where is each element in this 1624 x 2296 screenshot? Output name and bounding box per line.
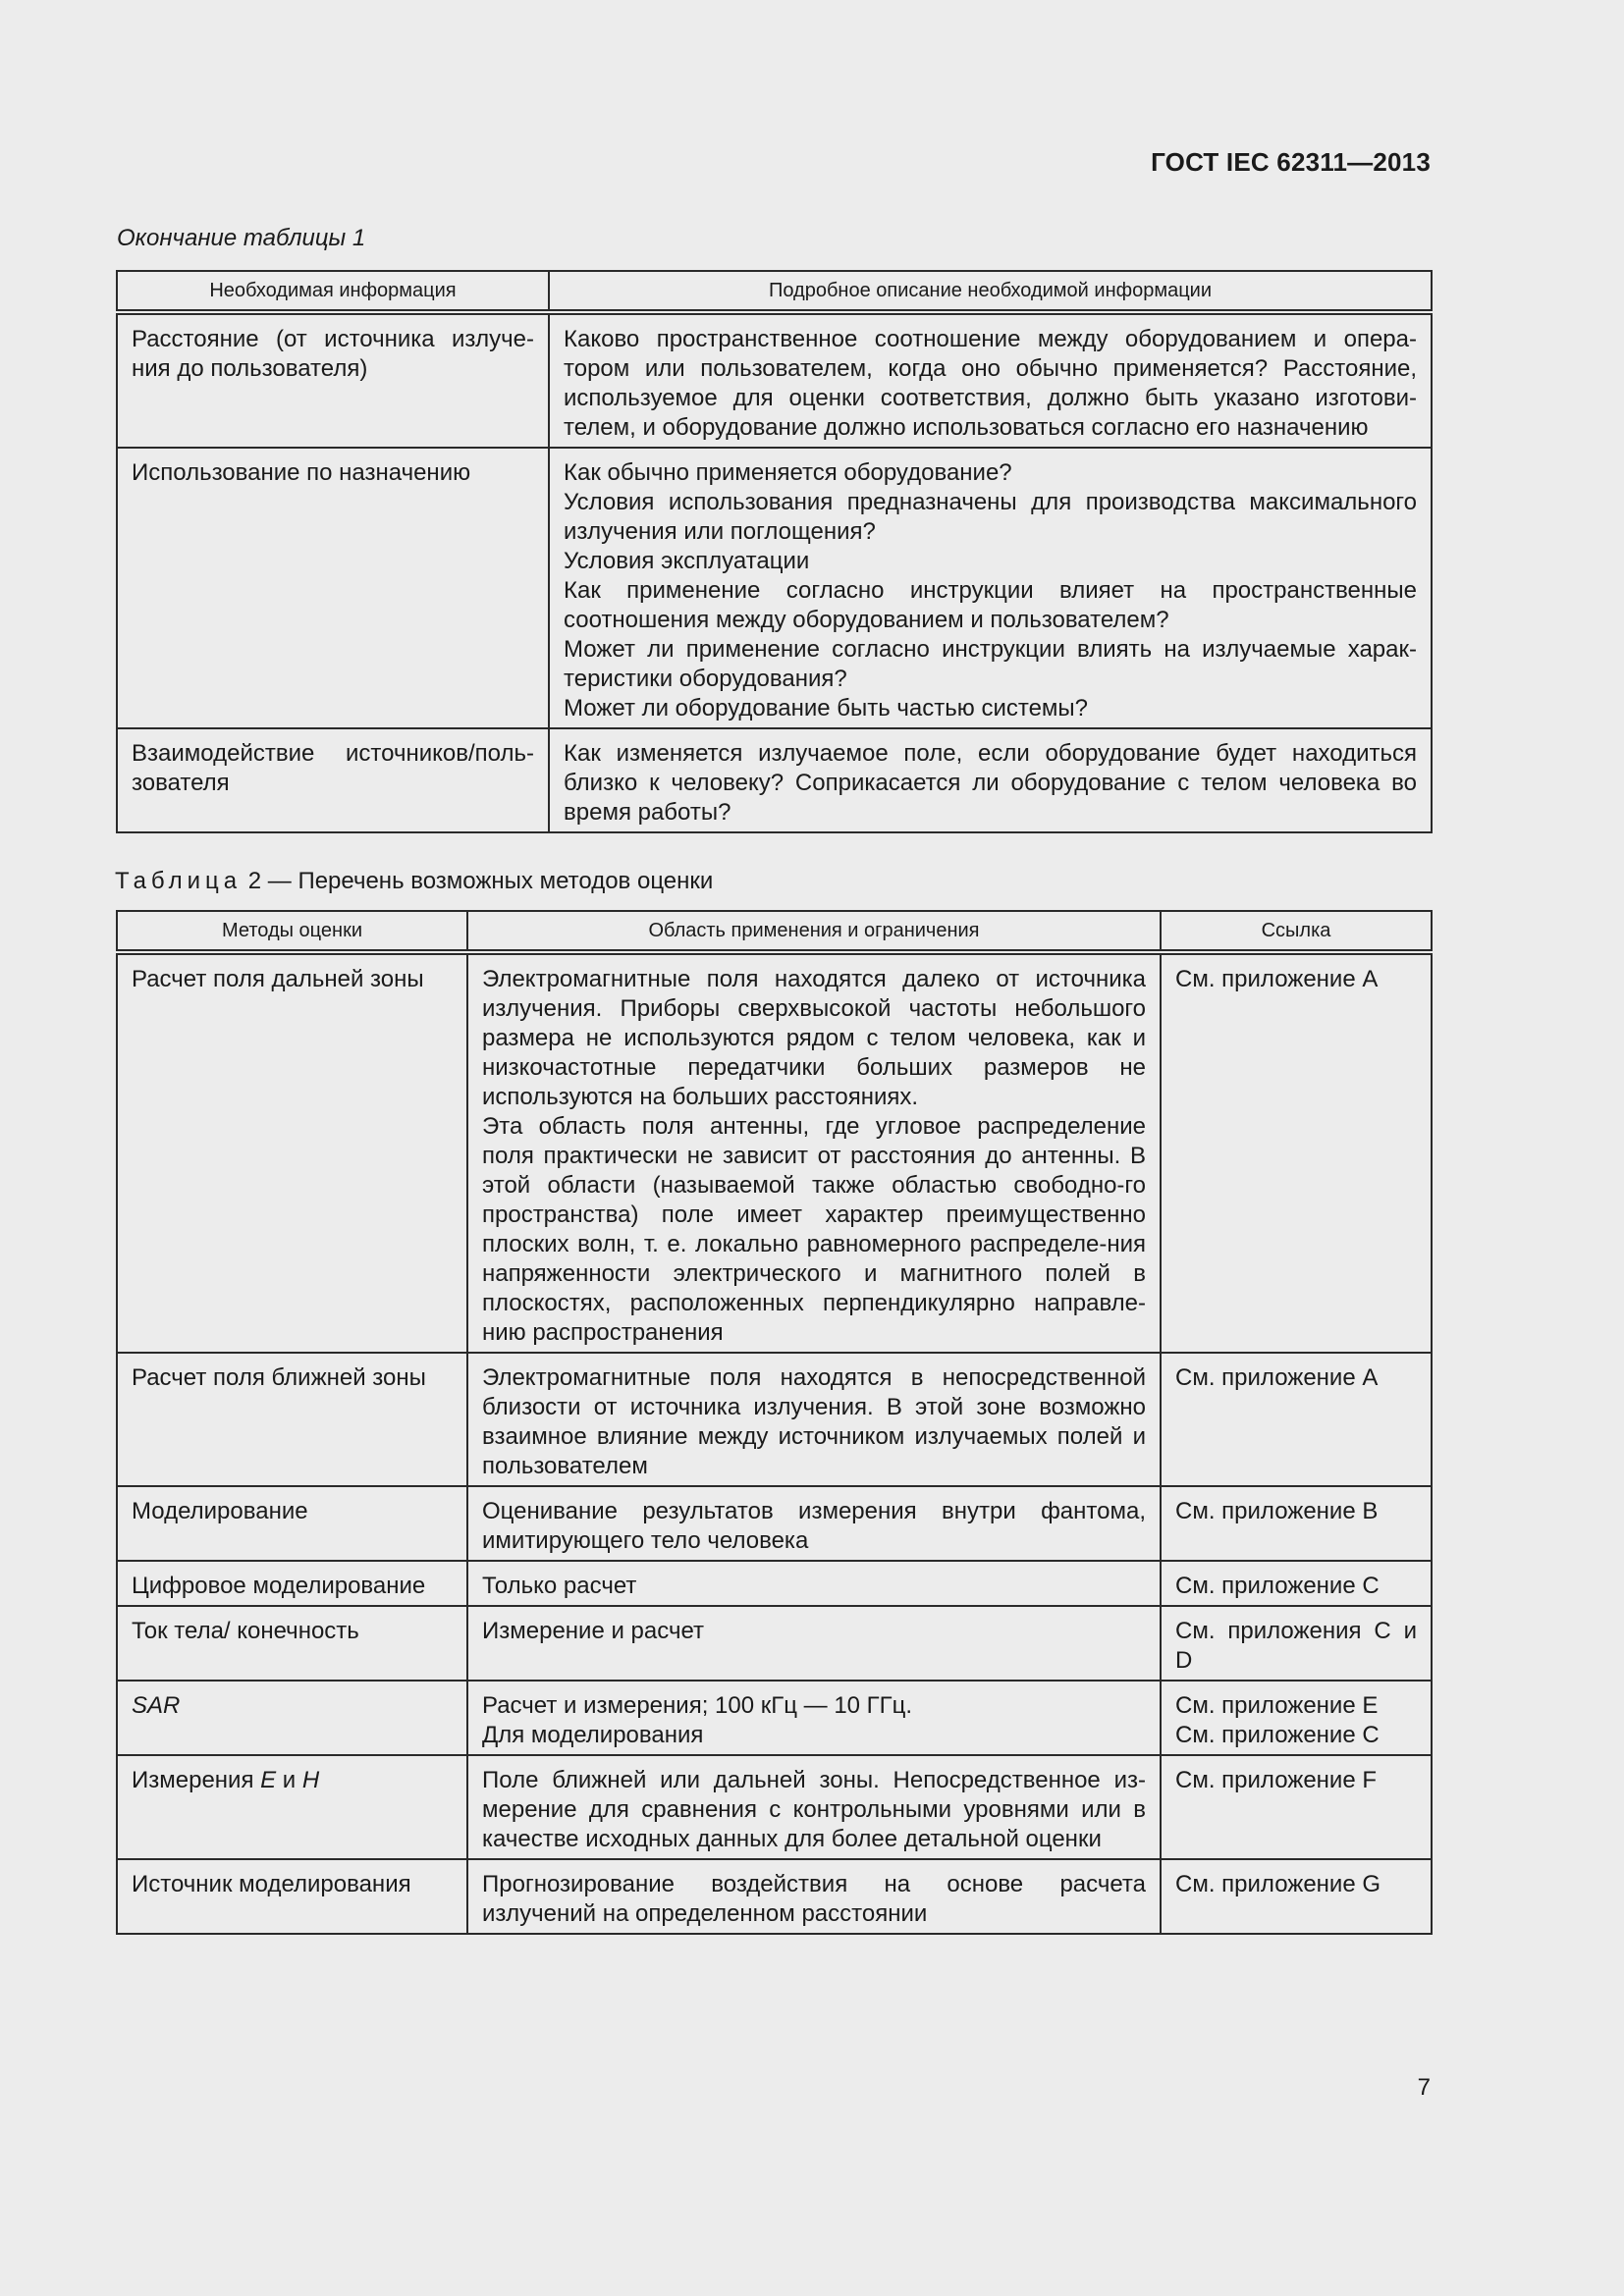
table2-cell-reference [1161,1681,1432,1755]
table-row [117,1859,1432,1934]
table2-cell-reference [1161,1486,1432,1561]
table2-cell-method: Источник моделирования [117,1859,467,1934]
table1-col-info: Необходимая информация [117,271,549,312]
method-symbol-e: E [260,1767,277,1793]
table-row [117,952,1432,1353]
table2-col-reference: Ссылка [1161,911,1432,952]
table2-cell-reference [1161,1859,1432,1934]
table2-caption-title: 2 — Перечень возможных методов оценки [242,868,714,894]
description-line: Может ли оборудование быть частью системы? [564,695,1089,721]
table2-cell-reference [1161,1606,1432,1681]
table1-cell-description [549,448,1432,728]
table2-cell-reference [1161,1561,1432,1606]
table-row [117,1561,1432,1606]
table-row [117,1755,1432,1859]
page-number: 7 [1417,2074,1431,2101]
reference-line: См. приложение А [1175,1364,1379,1391]
table-row [117,312,1432,448]
reference-line: См. приложение Е [1175,1692,1379,1719]
table-row [117,1353,1432,1486]
table2-header-row [117,911,1432,952]
table1-header-row [117,271,1432,312]
table2-cell-method: Цифровое моделирование [117,1561,467,1606]
table2-cell-method: Ток тела/ конечность [117,1606,467,1681]
table2-cell-reference [1161,1353,1432,1486]
scope-line: Электромагнитные поля находятся далеко от источника излучения. Приборы сверхвысокой частоты небольшого размера не используются рядом с телом человека, как и низкочастотные передатчики больших размеров не используются на больших расстояниях. [482,966,1146,1110]
table1-cell-info: Взаимодействие источников/поль-зователя [117,728,549,832]
scope-line: Расчет и измерения; 100 кГц — 10 ГГц. [482,1692,913,1719]
table-row [117,728,1432,832]
scope-line: Поле ближней или дальней зоны. Непосредственное из-мерение для сравнения с контрольными уровнями или в качестве исходных данных для более детальной оценки [482,1767,1146,1852]
table2-caption [115,868,713,895]
scope-line: Прогнозирование воздействия на основе расчета излучений на определенном расстоянии [482,1871,1146,1927]
table-row [117,1606,1432,1681]
table-row [117,1486,1432,1561]
description-line: Может ли применение согласно инструкции влиять на излучаемые харак-теристики оборудования? [564,636,1417,692]
table2-cell-method: SAR [117,1681,467,1755]
description-line: Условия эксплуатации [564,548,810,574]
table1-cell-info: Расстояние (от источника излуче-ния до пользователя) [117,312,549,448]
table2-cell-scope [467,1859,1161,1934]
scope-line: Электромагнитные поля находятся в непосредственной близости от источника излучения. В этой зоне возможно взаимное влияние между источником излучаемых полей и пользователем [482,1364,1146,1479]
table2-cell-reference [1161,1755,1432,1859]
table2-cell-scope [467,1353,1161,1486]
table2-cell-method: Моделирование [117,1486,467,1561]
document-header: ГОСТ IEC 62311—2013 [1151,147,1431,177]
table2-cell-scope [467,1681,1161,1755]
description-line: Как обычно применяется оборудование? [564,459,1012,486]
table2-col-method: Методы оценки [117,911,467,952]
table1-col-description: Подробное описание необходимой информации [549,271,1432,312]
table-row [117,1681,1432,1755]
table1-cell-description: Как изменяется излучаемое поле, если оборудование будет находиться близко к человеку? Соприкасается ли оборудование с телом человека во время работы? [549,728,1432,832]
reference-line: См. приложение А [1175,966,1379,992]
scope-line: Только расчет [482,1573,637,1599]
scope-line: Измерение и расчет [482,1618,705,1644]
reference-line: См. приложение С [1175,1722,1380,1748]
scope-line: Оценивание результатов измерения внутри фантома, имитирующего тело человека [482,1498,1146,1554]
table2-col-scope: Область применения и ограничения [467,911,1161,952]
table2-cell-scope [467,1755,1161,1859]
table2-cell-method: Расчет поля дальней зоны [117,952,467,1353]
reference-line: См. приложение F [1175,1767,1378,1793]
table-row [117,448,1432,728]
reference-line: См. приложения С и D [1175,1618,1417,1674]
table2 [116,910,1433,1935]
method-symbol-h: H [301,1767,320,1793]
table2-cell-reference [1161,952,1432,1353]
table1-caption: Окончание таблицы 1 [117,225,366,251]
method-text: Измерения [132,1767,261,1793]
table2-cell-scope [467,1561,1161,1606]
description-line: Как применение согласно инструкции влияет на пространственные соотношения между оборудованием и пользователем? [564,577,1417,633]
table1-cell-description: Каково пространственное соотношение между оборудованием и опера-тором или пользователем, когда оно обычно применяется? Расстояние, используемое для оценки соответствия, должно быть указано изготови-телем, и оборудование должно использоваться согласно его назначению [549,312,1432,448]
table2-cell-method: Расчет поля ближней зоны [117,1353,467,1486]
table2-cell-method [117,1755,467,1859]
reference-line: См. приложение G [1175,1871,1381,1897]
reference-line: См. приложение С [1175,1573,1380,1599]
table2-cell-scope [467,952,1161,1353]
scope-line: Эта область поля антенны, где угловое распределение поля практически не зависит от расстояния до антенны. В этой области (называемой также областью свободно-го пространства) поле имеет характер преимущественно плоских волн, т. е. локально равномерного распределе-ния напряженности электрического и магнитного полей в плоскостях, расположенных перпендикулярно направле-нию распространения [482,1113,1146,1346]
table1 [116,270,1433,833]
table1-cell-info: Использование по назначению [117,448,549,728]
table2-cell-scope [467,1486,1161,1561]
scope-line: Для моделирования [482,1722,704,1748]
description-line: Условия использования предназначены для производства максимального излучения или поглощения? [564,489,1417,545]
table2-caption-prefix: Таблица [115,868,243,894]
method-text: и [276,1767,302,1793]
reference-line: См. приложение В [1175,1498,1379,1524]
table2-cell-scope [467,1606,1161,1681]
